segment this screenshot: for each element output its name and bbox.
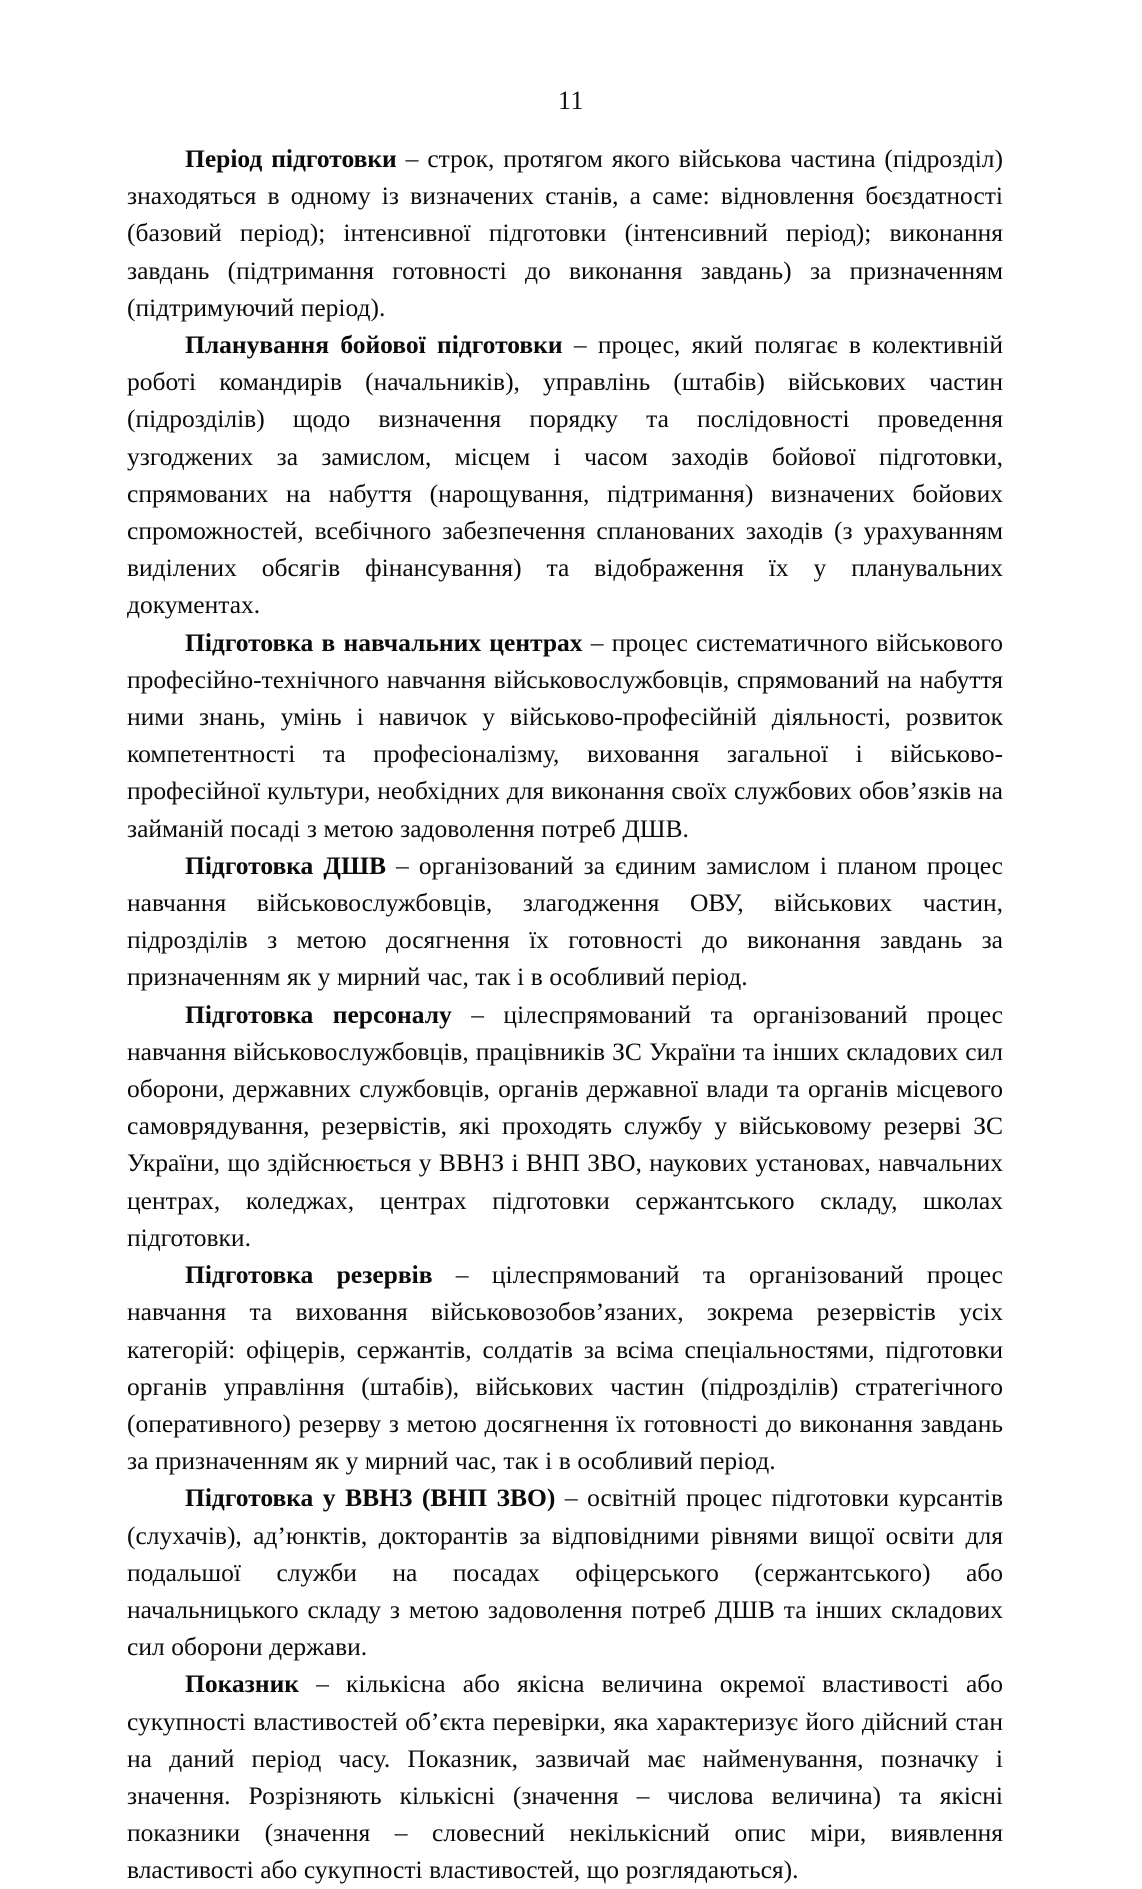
definition-term: Підготовка у ВВНЗ (ВНП ЗВО)	[185, 1483, 556, 1513]
definition-paragraph	[127, 847, 1003, 996]
definition-body: – цілеспрямований та організований процес навчання та виховання військовозобов’язаних, зокрема резервістів усіх категорій: офіцерів, сержантів, солдатів за всіма спеціальностями, підготовки органів управління (штабів), військових частин (підрозділів) стратегічного (оперативного) резерву з метою досягнення їх готовності до виконання завдань за призначенням як у мирний час, так і в особливий період.	[127, 1260, 1003, 1476]
definition-body: – цілеспрямований та організований процес навчання військовослужбовців, працівників ЗС України та інших складових сил оборони, державних службовців, органів державної влади та органів місцевого самоврядування, резервістів, які проходять службу у військовому резерві ЗС України, що здійснюється у ВВНЗ і ВНП ЗВО, наукових установах, навчальних центрах, коледжах, центрах підготовки сержантського складу, школах підготовки.	[127, 999, 1004, 1252]
definition-body: – процес, який полягає в колективній роботі командирів (начальників), управлінь (штабів) військових частин (підрозділів) щодо визначення порядку та послідовності проведення узгоджених за замислом, місцем і часом заходів бойової підготовки, спрямованих на набуття (нарощування, підтримання) визначених бойових спроможностей, всебічного забезпечення спланованих заходів (з урахуванням виділених обсягів фінансування) та відображення їх у планувальних документах.	[127, 330, 1003, 620]
definition-body: – процес систематичного військового професійно-технічного навчання військовослужбовців, спрямований на набуття ними знань, умінь і навичок у військово-професійній діяльності, розвиток компетентності та професіоналізму, виховання загальної і військово-професійної культури, необхідних для виконання своїх службових обов’язків на займаній посаді з метою задоволення потреб ДШВ.	[127, 627, 1003, 843]
definition-body: – організований за єдиним замислом і планом процес навчання військовослужбовців, злагодження ОВУ, військових частин, підрозділів з метою досягнення їх готовності до виконання завдань за призначенням як у мирний час, так і в особливий період.	[127, 850, 1003, 992]
definition-paragraph	[127, 996, 1003, 1256]
definition-body: – освітній процес підготовки курсантів (слухачів), ад’юнктів, докторантів за відповідними рівнями вищої освіти для подальшої служби на посадах офіцерського (сержантського) або начальницького складу з метою задоволення потреб ДШВ та інших складових сил оборони держави.	[127, 1483, 1003, 1662]
document-body	[127, 140, 1003, 1889]
definition-term: Підготовка в навчальних центрах	[185, 627, 583, 657]
definition-paragraph	[127, 1665, 1003, 1888]
definition-term: Підготовка ДШВ	[185, 850, 386, 880]
definition-paragraph	[127, 326, 1003, 624]
page-number: 11	[557, 86, 585, 115]
definition-paragraph	[127, 1256, 1003, 1479]
definition-paragraph	[127, 1479, 1003, 1665]
definition-term: Планування бойової підготовки	[185, 330, 563, 360]
definition-term: Період підготовки	[185, 144, 397, 173]
definition-term: Показник	[185, 1669, 299, 1699]
definition-paragraph	[127, 140, 1003, 326]
definition-body: – строк, протягом якого військова частина (підрозділ) знаходяться в одному із визначених станів, а саме: відновлення боєздатності (базовий період); інтенсивної підготовки (інтенсивний період); виконання завдань (підтримання готовності до виконання завдань) за призначенням (підтримуючий період).	[127, 144, 1004, 322]
definition-term: Підготовка персоналу	[185, 999, 452, 1029]
definition-term: Підготовка резервів	[185, 1260, 433, 1290]
definition-body: – кількісна або якісна величина окремої властивості або сукупності властивостей об’єкта перевірки, яка характеризує його дійсний стан на даний період часу. Показник, зазвичай має найменування, позначку і значення. Розрізняють кількісні (значення – числова величина) та якісні показники (значення – словесний некількісний опис міри, виявлення властивості або сукупності властивостей, що розглядаються).	[127, 1669, 1003, 1885]
definition-paragraph	[127, 624, 1003, 847]
